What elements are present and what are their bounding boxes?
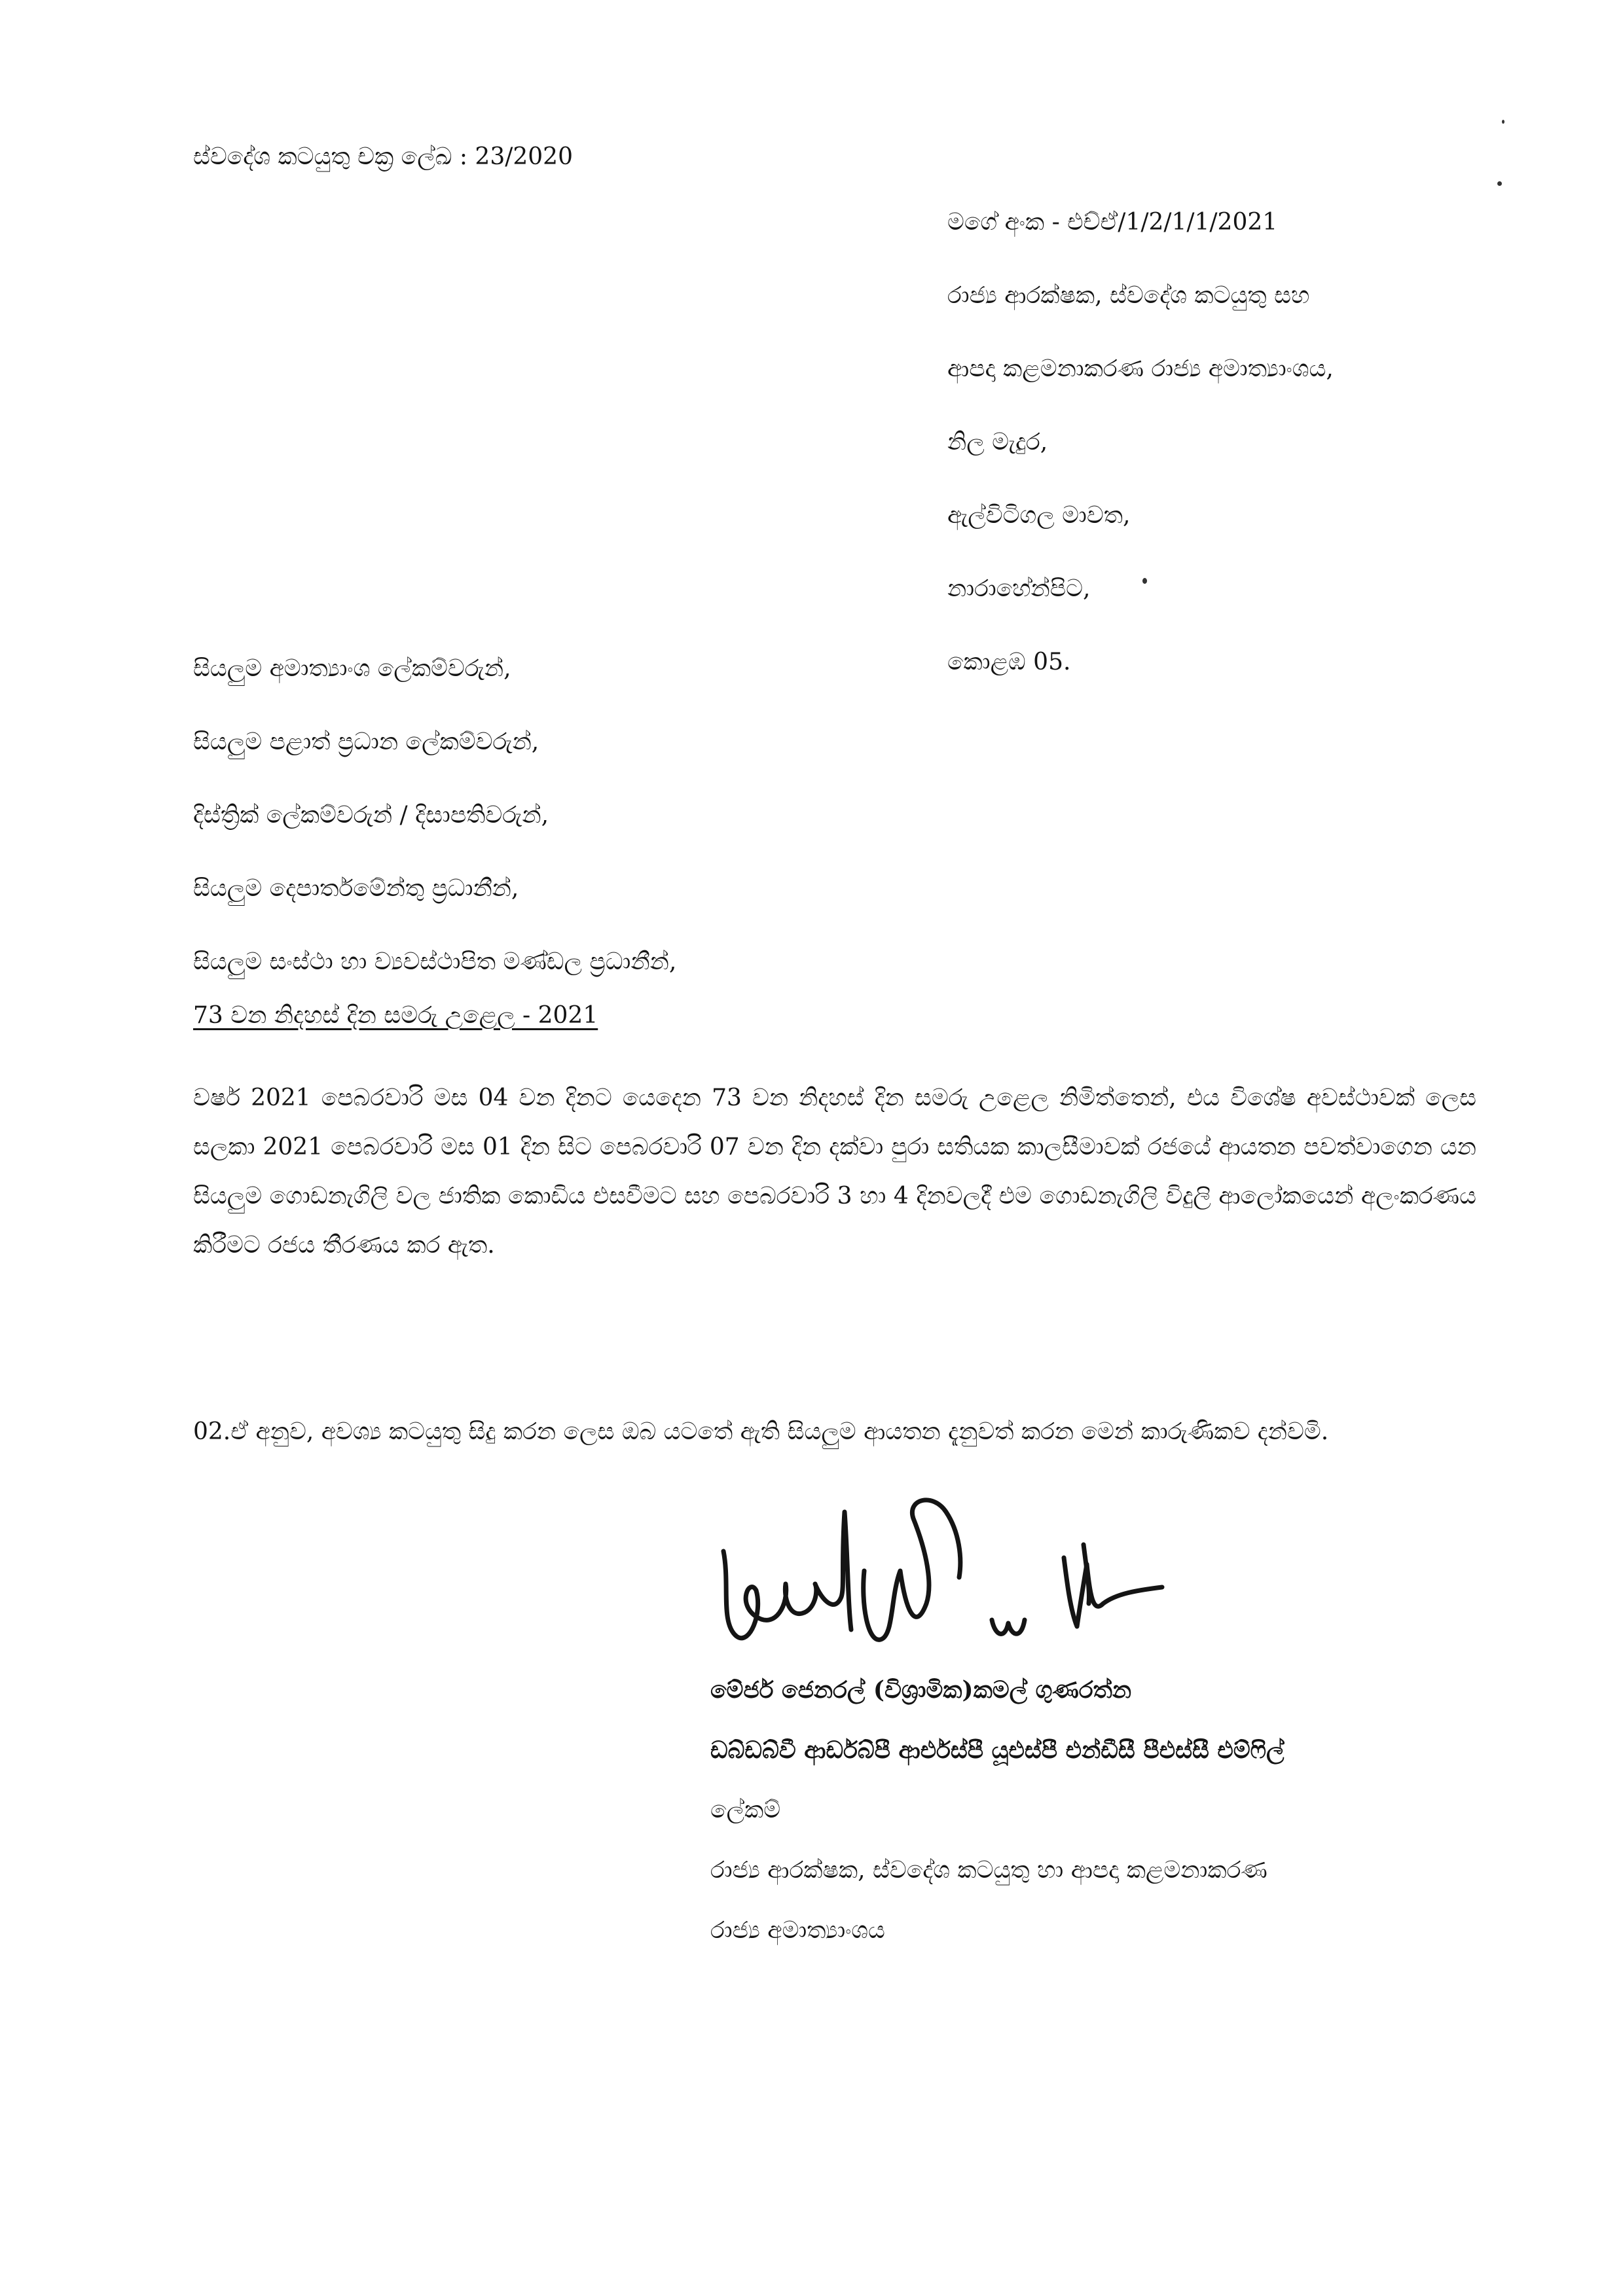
scan-speck <box>1142 578 1147 584</box>
body-paragraph: 02.ඒ අනුව, අවශ්‍ය කටයුතු සිදු කරන ලෙස ඔබ යටතේ ඇති සියලුම ආයතන දැනුවත් කරන මෙන් කාරුණිකව දන්වමි. <box>193 1418 1329 1445</box>
signatory-ministry: රාජ්‍ය අමාත්‍යාංශය <box>710 1917 885 1944</box>
recipients-block <box>193 655 1241 1021</box>
address-line: නාරාහේන්පිට, <box>947 575 1091 602</box>
reference-number: මගේ අංක - එච්ඒ/1/2/1/1/2021 <box>947 209 1278 236</box>
address-line: නිල මැදුර, <box>947 429 1048 456</box>
recipient-line: සියලුම සංස්ථා හා ව්‍යවස්ථාපිත මණ්ඩල ප්‍රධානීන්, <box>193 948 677 975</box>
address-line: රාජ්‍ය ආරක්ෂක, ස්වදේශ කටයුතු සහ <box>947 282 1310 309</box>
scan-speck <box>1502 120 1504 124</box>
signatory-name: මේජර් ජෙනරල් (විශ්‍රාමික)කමල් ගුණරත්න <box>710 1676 1132 1704</box>
sender-address-block <box>947 208 1576 721</box>
signatory-block <box>710 1676 1496 1977</box>
signatory-decorations: ඩබ්ඩබ්වී ආර්ඩබ්පී ආර්එස්පී යූඑස්පී එන්ඩීසී පීඑස්සී එම්ෆිල් <box>710 1736 1285 1764</box>
scan-speck <box>1497 181 1502 186</box>
recipient-line: සියලුම පළාත් ප්‍රධාන ලේකම්වරුන්, <box>193 728 539 755</box>
address-line: ඇල්විටිගල මාවත, <box>947 502 1131 529</box>
signatory-title: ලේකම් <box>710 1797 781 1823</box>
circular-number: ස්වදේශ කටයුතු චක්‍ර ලේඛ : 23/2020 <box>193 143 573 170</box>
address-line: කොළඹ 05. <box>947 649 1071 675</box>
handwritten-signature <box>710 1473 1247 1682</box>
recipient-line: සියලුම දෙපාර්තමේන්තු ප්‍රධානීන්, <box>193 875 519 902</box>
subject-heading: 73 වන නිදහස් දින සමරු උළෙල - 2021 <box>193 1002 598 1029</box>
recipient-line: දිස්ත්‍රික් ලේකම්වරුන් / දිසාපතිවරුන්, <box>193 802 549 829</box>
body-paragraph: වර්ෂ 2021 පෙබරවාරි මස 04 වන දිනට යෙදෙන 73 වන නිදහස් දින සමරු උළෙල නිමිත්තෙන්, එය විශේෂ අවස්ථාවක් ලෙස සලකා 2021 පෙබරවාරි මස 01 දින සිට පෙබරවාරි 07 වන දින දක්වා පුරා සතියක කාලසීමාවක් රජයේ ආයතන පවත්වාගෙන යන සියලුම ගොඩනැගිලි වල ජාතික කොඩිය එසවීමට සහ පෙබරවාරි 3 හා 4 දිනවලදී එම ගොඩනැගිලි විදුලි ආලෝකයෙන් අලංකරණය කිරීමට රජය තීරණය කර ඇත. <box>193 1085 1476 1259</box>
address-line: ආපදා කළමනාකරණ රාජ්‍ය අමාත්‍යාංශය, <box>947 355 1334 382</box>
recipient-line: සියලුම අමාත්‍යාංශ ලේකම්වරුන්, <box>193 655 511 682</box>
signatory-ministry: රාජ්‍ය ආරක්ෂක, ස්වදේශ කටයුතු හා ආපදා කළමනාකරණ <box>710 1857 1267 1884</box>
